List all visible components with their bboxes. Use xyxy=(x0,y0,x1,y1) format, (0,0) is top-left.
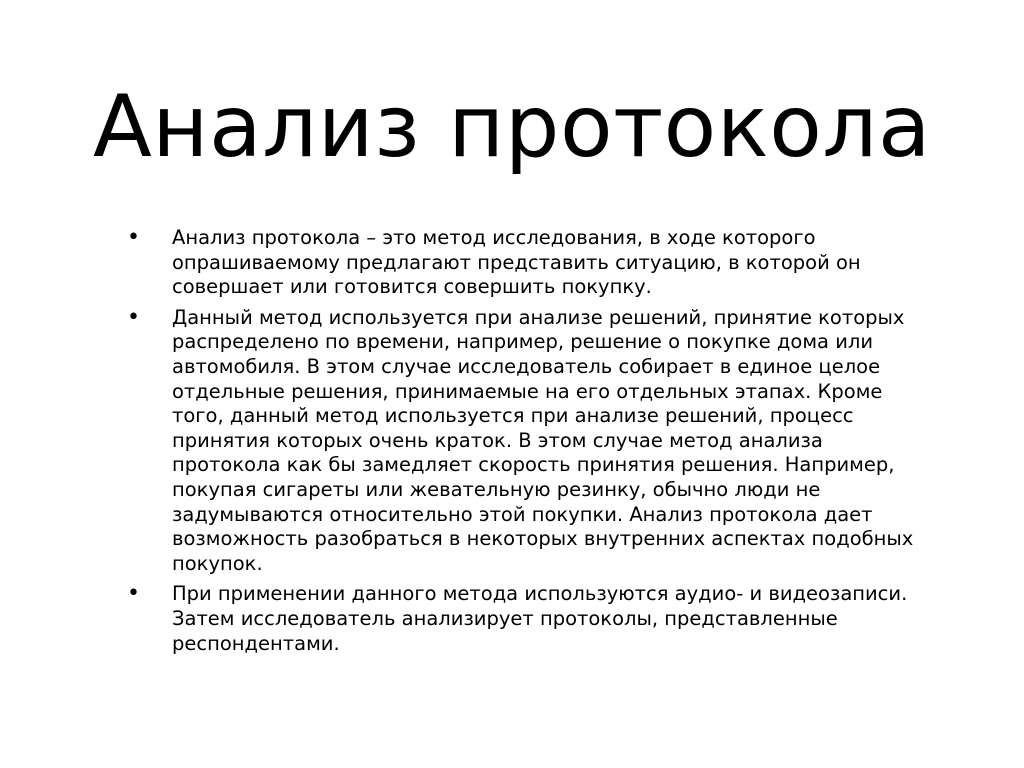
bullet-icon: • xyxy=(127,581,140,607)
bullet-item xyxy=(127,306,937,577)
bullet-item xyxy=(127,226,937,300)
bullet-text: Анализ протокола – это метод исследования, в ходе которого опрашиваемому предлагают представить ситуацию, в которой он совершает или готовится совершить покупку. xyxy=(172,226,861,299)
bullet-icon: • xyxy=(127,225,140,250)
bullet-icon: • xyxy=(127,304,140,330)
bullet-item xyxy=(127,582,937,656)
bullet-list xyxy=(127,226,937,662)
slide-title: Анализ протокола xyxy=(92,77,932,177)
bullet-text: При применении данного метода используются аудио- и видеозаписи. Затем исследователь анализирует протоколы, представленные респондентами. xyxy=(172,582,908,655)
bullet-text: Данный метод используется при анализе решений, принятие которых распределено по времени, например, решение о покупке дома или автомобиля. В этом случае исследователь собирает в единое целое отдельные решения, принимаемые на его отдельных этапах. Кроме того, данный метод используется при анализе решений, процесс принятия которых очень краток. В этом случае метод анализа протокола как бы замедляет скорость принятия решения. Например, покупая сигареты или жевательную резинку, обычно люди не задумываются относительно этой покупки. Анализ протокола дает возможность разобраться в некоторых внутренних аспектах подобных покупок. xyxy=(172,305,914,575)
